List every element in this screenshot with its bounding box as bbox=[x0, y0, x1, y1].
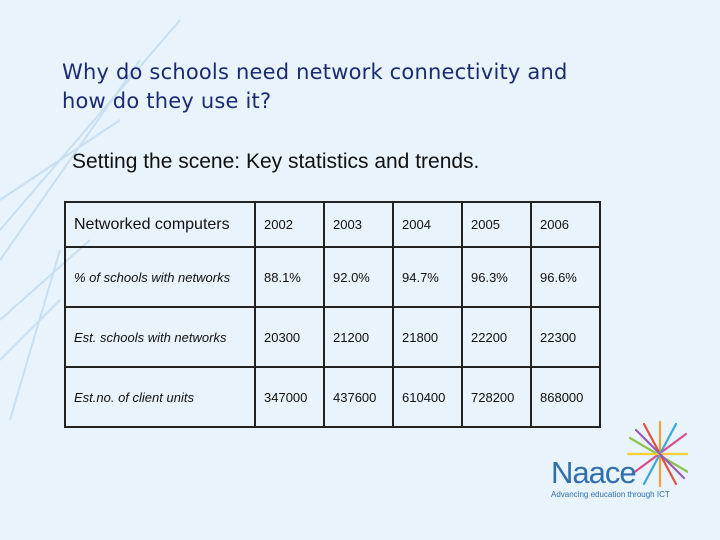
header-label: Networked computers bbox=[65, 202, 255, 247]
table-cell: 610400 bbox=[393, 367, 462, 427]
logo-wordmark: Naace bbox=[551, 455, 636, 490]
year-2003: 2003 bbox=[324, 202, 393, 247]
row-label: % of schools with networks bbox=[65, 247, 255, 307]
table-cell: 88.1% bbox=[255, 247, 324, 307]
table-cell: 92.0% bbox=[324, 247, 393, 307]
row-label: Est.no. of client units bbox=[65, 367, 255, 427]
table-cell: 868000 bbox=[531, 367, 600, 427]
table-cell: 22200 bbox=[462, 307, 531, 367]
table-cell: 94.7% bbox=[393, 247, 462, 307]
year-2004: 2004 bbox=[393, 202, 462, 247]
year-2002: 2002 bbox=[255, 202, 324, 247]
table-cell: 22300 bbox=[531, 307, 600, 367]
table-row bbox=[65, 307, 600, 367]
slide-title bbox=[62, 58, 682, 116]
title-line-2: how do they use it? bbox=[62, 89, 272, 113]
year-2005: 2005 bbox=[462, 202, 531, 247]
table-header-row bbox=[65, 202, 600, 247]
statistics-table bbox=[64, 201, 601, 428]
table-cell: 96.3% bbox=[462, 247, 531, 307]
table-row bbox=[65, 367, 600, 427]
table-cell: 96.6% bbox=[531, 247, 600, 307]
row-label: Est. schools with networks bbox=[65, 307, 255, 367]
logo-tagline: Advancing education through ICT bbox=[551, 490, 670, 499]
table-cell: 20300 bbox=[255, 307, 324, 367]
year-2006: 2006 bbox=[531, 202, 600, 247]
slide-subtitle: Setting the scene: Key statistics and trends. bbox=[72, 150, 480, 173]
table-cell: 728200 bbox=[462, 367, 531, 427]
title-line-1: Why do schools need network connectivity and bbox=[62, 60, 568, 84]
table-cell: 347000 bbox=[255, 367, 324, 427]
table-cell: 21800 bbox=[393, 307, 462, 367]
table-cell: 437600 bbox=[324, 367, 393, 427]
table-cell: 21200 bbox=[324, 307, 393, 367]
table-row bbox=[65, 247, 600, 307]
